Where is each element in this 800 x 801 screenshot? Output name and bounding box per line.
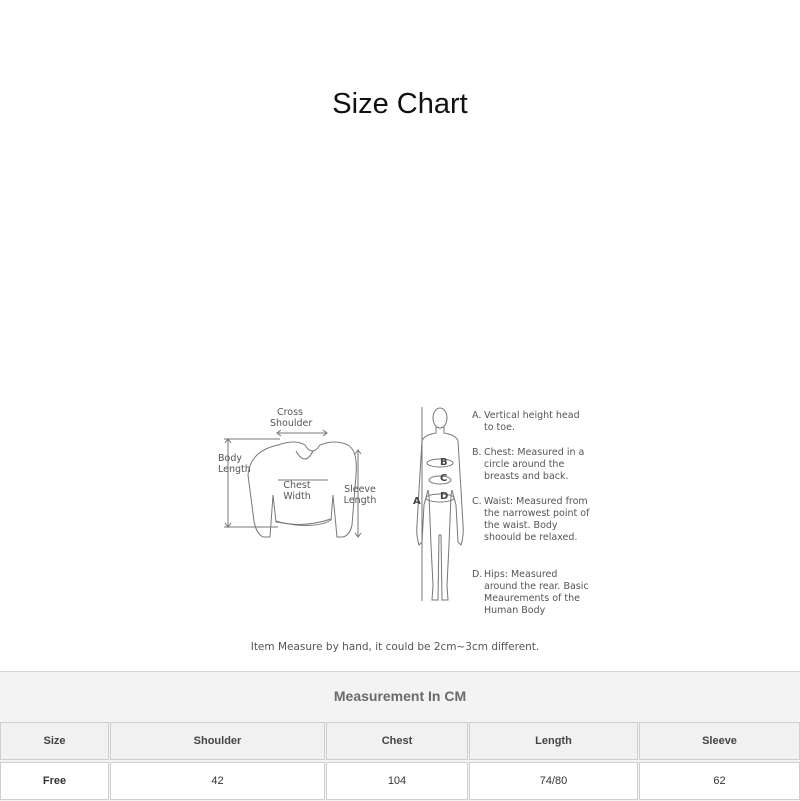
column-header-size: Size xyxy=(0,722,109,760)
chest-width-label xyxy=(277,480,317,502)
page-title: Size Chart xyxy=(332,88,468,120)
measurement-diagram xyxy=(200,395,620,660)
letter-b: B xyxy=(440,457,448,468)
legend-item-b xyxy=(472,447,592,483)
table-cell-size: Free xyxy=(0,762,109,800)
column-header-sleeve: Sleeve xyxy=(639,722,800,760)
legend-text: Chest: Measured in a circle around the breasts and back. xyxy=(484,447,585,482)
legend-key: C. xyxy=(472,496,482,507)
table-cell-shoulder: 42 xyxy=(110,762,325,800)
letter-c: C xyxy=(440,473,448,484)
cross-shoulder-label xyxy=(270,407,313,429)
legend-item-d xyxy=(472,569,592,617)
cross-shoulder-text: Cross Shoulder xyxy=(270,407,313,429)
column-header-length: Length xyxy=(469,722,638,760)
legend-key: D. xyxy=(472,569,483,580)
column-header-shoulder: Shoulder xyxy=(110,722,325,760)
legend-key: B. xyxy=(472,447,482,458)
measure-note: Item Measure by hand, it could be 2cm~3cm different. xyxy=(250,641,540,653)
body-length-label xyxy=(218,453,251,475)
size-table xyxy=(0,671,800,801)
sleeve-length-text: Sleeve Length xyxy=(343,484,377,506)
body-length-text: Body Length xyxy=(218,453,251,475)
legend-item-a xyxy=(472,410,592,434)
letter-d: D xyxy=(440,491,449,502)
legend-text: Vertical height head to toe. xyxy=(484,410,580,433)
letter-a: A xyxy=(413,496,421,507)
legend-item-c xyxy=(472,496,592,544)
legend-text: Hips: Measured around the rear. Basic Meaurements of the Human Body xyxy=(484,569,589,616)
table-cell-length: 74/80 xyxy=(469,762,638,800)
sleeve-length-label xyxy=(340,484,380,506)
legend-text: Waist: Measured from the narrowest point of the waist. Body shoould be relaxed. xyxy=(484,496,590,543)
chest-width-text: Chest Width xyxy=(283,480,311,502)
table-cell-chest: 104 xyxy=(326,762,468,800)
column-header-chest: Chest xyxy=(326,722,468,760)
table-heading: Measurement In CM xyxy=(333,688,467,704)
legend-key: A. xyxy=(472,410,482,421)
table-cell-sleeve: 62 xyxy=(639,762,800,800)
